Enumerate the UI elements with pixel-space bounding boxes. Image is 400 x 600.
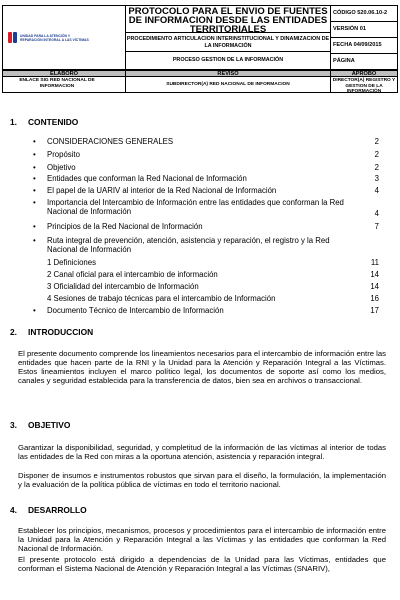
- section-number: 2.: [10, 327, 17, 337]
- institution-logo: [8, 32, 92, 43]
- toc-subitem-page: 16: [370, 294, 379, 303]
- reviso-label: REVISÓ: [126, 70, 331, 77]
- header-title-cell: [126, 5, 331, 70]
- procedure-name: PROCEDIMIENTO ARTICULACION INTERINSTITUCIONAL Y DINAMIZACION DE LA INFORMACIÓN: [126, 33, 330, 52]
- toc-item-label: Ruta integral de prevención, atención, asistencia y reparación, el registro y la Red Nacional de Información: [47, 236, 330, 254]
- header-meta-cell: [331, 5, 398, 70]
- document-page: PÁGINA: [333, 58, 355, 64]
- toc-item-label: Propósito: [47, 150, 80, 159]
- section-number: 1.: [10, 117, 17, 127]
- section-number: 3.: [10, 420, 17, 430]
- bullet-icon: •: [33, 163, 36, 172]
- bullet-icon: •: [33, 174, 36, 183]
- section-title: OBJETIVO: [28, 420, 71, 430]
- toc-item-page: 4: [374, 209, 379, 218]
- section-heading-desarrollo: [10, 505, 87, 515]
- toc-subitem-label: 3 Oficialidad del intercambio de Información: [47, 282, 199, 291]
- document-header: [2, 5, 398, 93]
- bullet-icon: •: [33, 186, 36, 195]
- bullet-icon: •: [33, 198, 36, 207]
- section-heading-contenido: [10, 117, 78, 127]
- document-version: VERSIÓN 01: [331, 22, 397, 38]
- toc-item-label: El papel de la UARIV al interior de la Red Nacional de Información: [47, 186, 277, 195]
- toc-subitem-page: 14: [370, 270, 379, 279]
- toc-subitem-page: 11: [370, 258, 379, 267]
- aprobo-value: DIRECTOR(A) REGISTRO Y GESTION DE LA INFORMACIÓN: [331, 77, 398, 93]
- document-code: CÓDIGO 520.06.10-2: [331, 6, 397, 22]
- section-heading-introduccion: [10, 327, 93, 337]
- toc-item-page: 4: [374, 186, 379, 195]
- paragraph-introduccion: El presente documento comprende los lineamientos necesarios para el intercambio de información entre las entidades que hacen parte de la RNI y la Unidad para la Atención y Reparación Integral a las Víctimas. Estos lineamientos incluyen el marco político legal, los documentos de soporte así como los medios, canales y seguridad establecida para la transferencia de datos, bien sea en archivos o transaccional.: [18, 349, 386, 386]
- toc-item-page: 2: [374, 163, 379, 172]
- toc-item-label: Principios de la Red Nacional de Información: [47, 222, 203, 231]
- logo-mark-icon: [8, 32, 17, 43]
- aprobo-label: APROBÓ: [331, 70, 398, 77]
- section-title: DESARROLLO: [28, 505, 87, 515]
- toc-subitem-label: 4 Sesiones de trabajo técnicas para el intercambio de Información: [47, 294, 276, 303]
- reviso-value: SUBDIRECTOR(A) RED NACIONAL DE INFORMACION: [126, 77, 331, 93]
- toc-subitem-page: 14: [370, 282, 379, 291]
- document-date: FECHA 04/09/2015: [331, 38, 397, 54]
- paragraph-objetivo-2: Disponer de insumos e instrumentos robustos que sirvan para el diseño, la formulación, la implementación y la evaluación de la política pública de víctimas en todo el territorio nacional.: [18, 471, 386, 490]
- toc-item-label: Importancia del Intercambio de Información entre las entidades que conforman la Red Nacional de Información: [47, 198, 344, 216]
- toc-item-label: Objetivo: [47, 163, 76, 172]
- paragraph-objetivo-1: Garantizar la disponibilidad, seguridad, y completitud de la información de las víctimas al interior de todas las entidades de la Red con miras a la oportuna atención, asistencia y reparación integral.: [18, 443, 386, 462]
- toc-item-page: 2: [374, 150, 379, 159]
- elaboro-label: ELABORÓ: [2, 70, 126, 77]
- document-title: PROTOCOLO PARA EL ENVIO DE FUENTES DE INFORMACION DESDE LAS ENTIDADES TERRITORIALES: [126, 6, 330, 33]
- paragraph-desarrollo-1: Establecer los principios, mecanismos, procesos y procedimientos para el intercambio de información entre la Unidad para la Atención y Reparación Integral a las Víctimas y las entidades que conforman la Red Nacional de Información.: [18, 526, 386, 554]
- approval-row: [2, 70, 398, 93]
- toc-item-page: 3: [374, 174, 379, 183]
- section-heading-objetivo: [10, 420, 70, 430]
- bullet-icon: •: [33, 222, 36, 231]
- toc-item-label: CONSIDERACIONES GENERALES: [47, 137, 174, 146]
- elaboro-value: ENLACE SIG RED NACIONAL DE INFORMACION: [2, 77, 126, 93]
- toc-subitem-label: 2 Canal oficial para el intercambio de información: [47, 270, 218, 279]
- logo-cell: [2, 5, 126, 70]
- toc-item-label: Entidades que conforman la Red Nacional de Información: [47, 174, 247, 183]
- toc-item-label: Documento Técnico de Intercambio de Información: [47, 306, 224, 315]
- logo-text: UNIDAD PARA LA ATENCIÓN Y REPARACIÓN INTEGRAL A LAS VÍCTIMAS: [20, 33, 89, 42]
- bullet-icon: •: [33, 150, 36, 159]
- toc-item-page: 7: [374, 222, 379, 231]
- process-name: PROCESO GESTION DE LA INFORMACIÓN: [172, 57, 284, 63]
- paragraph-desarrollo-2: El presente protocolo está dirigido a dependencias de la Unidad para las Víctimas, entidades que conforman el Sistema Nacional de Atención y Reparación Integral a las Víctimas (SNARIV),: [18, 555, 386, 574]
- bullet-icon: •: [33, 137, 36, 146]
- toc-item-page: 17: [370, 306, 379, 315]
- toc-item-page: 2: [374, 137, 379, 146]
- bullet-icon: •: [33, 306, 36, 315]
- section-title: CONTENIDO: [28, 117, 79, 127]
- section-title: INTRODUCCION: [28, 327, 94, 337]
- section-number: 4.: [10, 505, 17, 515]
- bullet-icon: •: [33, 236, 36, 245]
- toc-subitem-label: 1 Definiciones: [47, 258, 96, 267]
